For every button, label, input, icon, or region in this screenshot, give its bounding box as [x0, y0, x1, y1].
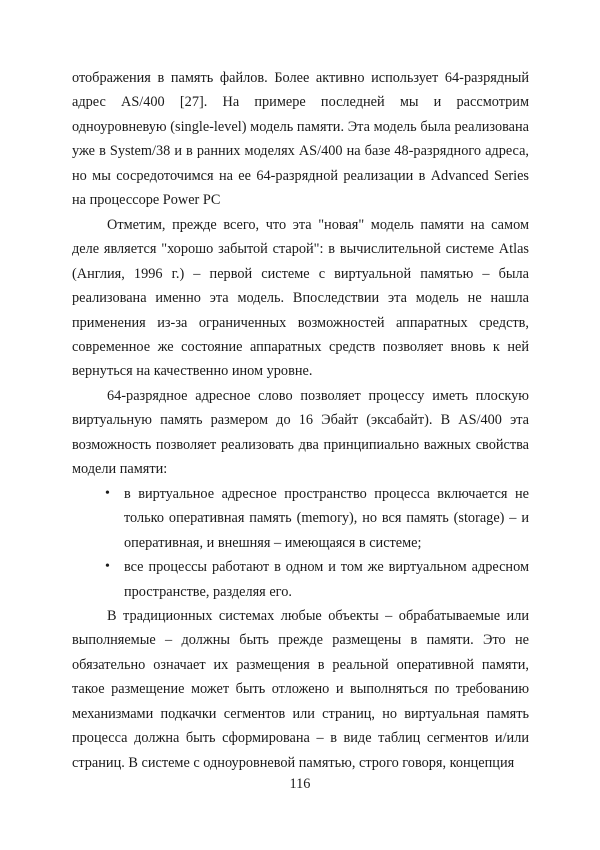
list-item-text: в виртуальное адресное пространство процесса включается не только оперативная память (memory), но вся память (storage) – и оперативная, и внешняя – имеющаяся в системе;	[124, 485, 529, 551]
paragraph-memory-mapping-intro: отображения в память файлов. Более активно использует 64-разрядный адрес AS/400 [27]. На примере последней мы и рассмотрим одноуровневую (single-level) модель памяти. Эта модель была реализована уже в System/38 и в ранних моделях AS/400 на базе 48-разрядного адреса, но мы сосредоточимся на ее 64-разрядной реализации в Advanced Series на процессоре Power PC	[72, 70, 529, 209]
paragraph-atlas-history: Отметим, прежде всего, что эта "новая" модель памяти на самом деле является "хорошо забытой старой": в вычислительной системе Atlas (Англия, 1996 г.) – первой системе с виртуальной памятью – была реализована именно эта модель. Впоследствии эта модель не нашла применения из-за ограниченных возможностей аппаратных средств, современное же состояние аппаратных средств позволяет вновь к ней вернуться на качественно ином уровне.	[72, 216, 529, 380]
paragraph-64bit-address: 64-разрядное адресное слово позволяет процессу иметь плоскую виртуальную память размером до 16 Эбайт (эксабайт). В AS/400 эта возможность позволяет реализовать два принципиально важных свойства модели памяти:	[72, 387, 529, 478]
page-number: 116	[289, 776, 311, 792]
memory-properties-list	[72, 482, 529, 604]
list-item	[105, 555, 529, 604]
paragraph-traditional-systems: В традиционных системах любые объекты – обрабатываемые или выполняемые – должны быть прежде размещены в памяти. Это не обязательно означает их размещения в реальной оперативной памяти, такое размещение может быть отложено и выполняться по требованию механизмами подкачки сегментов или страниц, но виртуальная память процесса должна быть сформирована – в виде таблиц сегментов и/или страниц. В системе с одноуровневой памятью, строго говоря, концепция	[72, 607, 529, 771]
list-item	[105, 482, 529, 555]
list-item-text: все процессы работают в одном и том же виртуальном адресном пространстве, разделяя его.	[124, 559, 529, 600]
bullet-icon: •	[105, 485, 110, 501]
bullet-icon: •	[105, 559, 110, 575]
page-body	[72, 66, 529, 775]
